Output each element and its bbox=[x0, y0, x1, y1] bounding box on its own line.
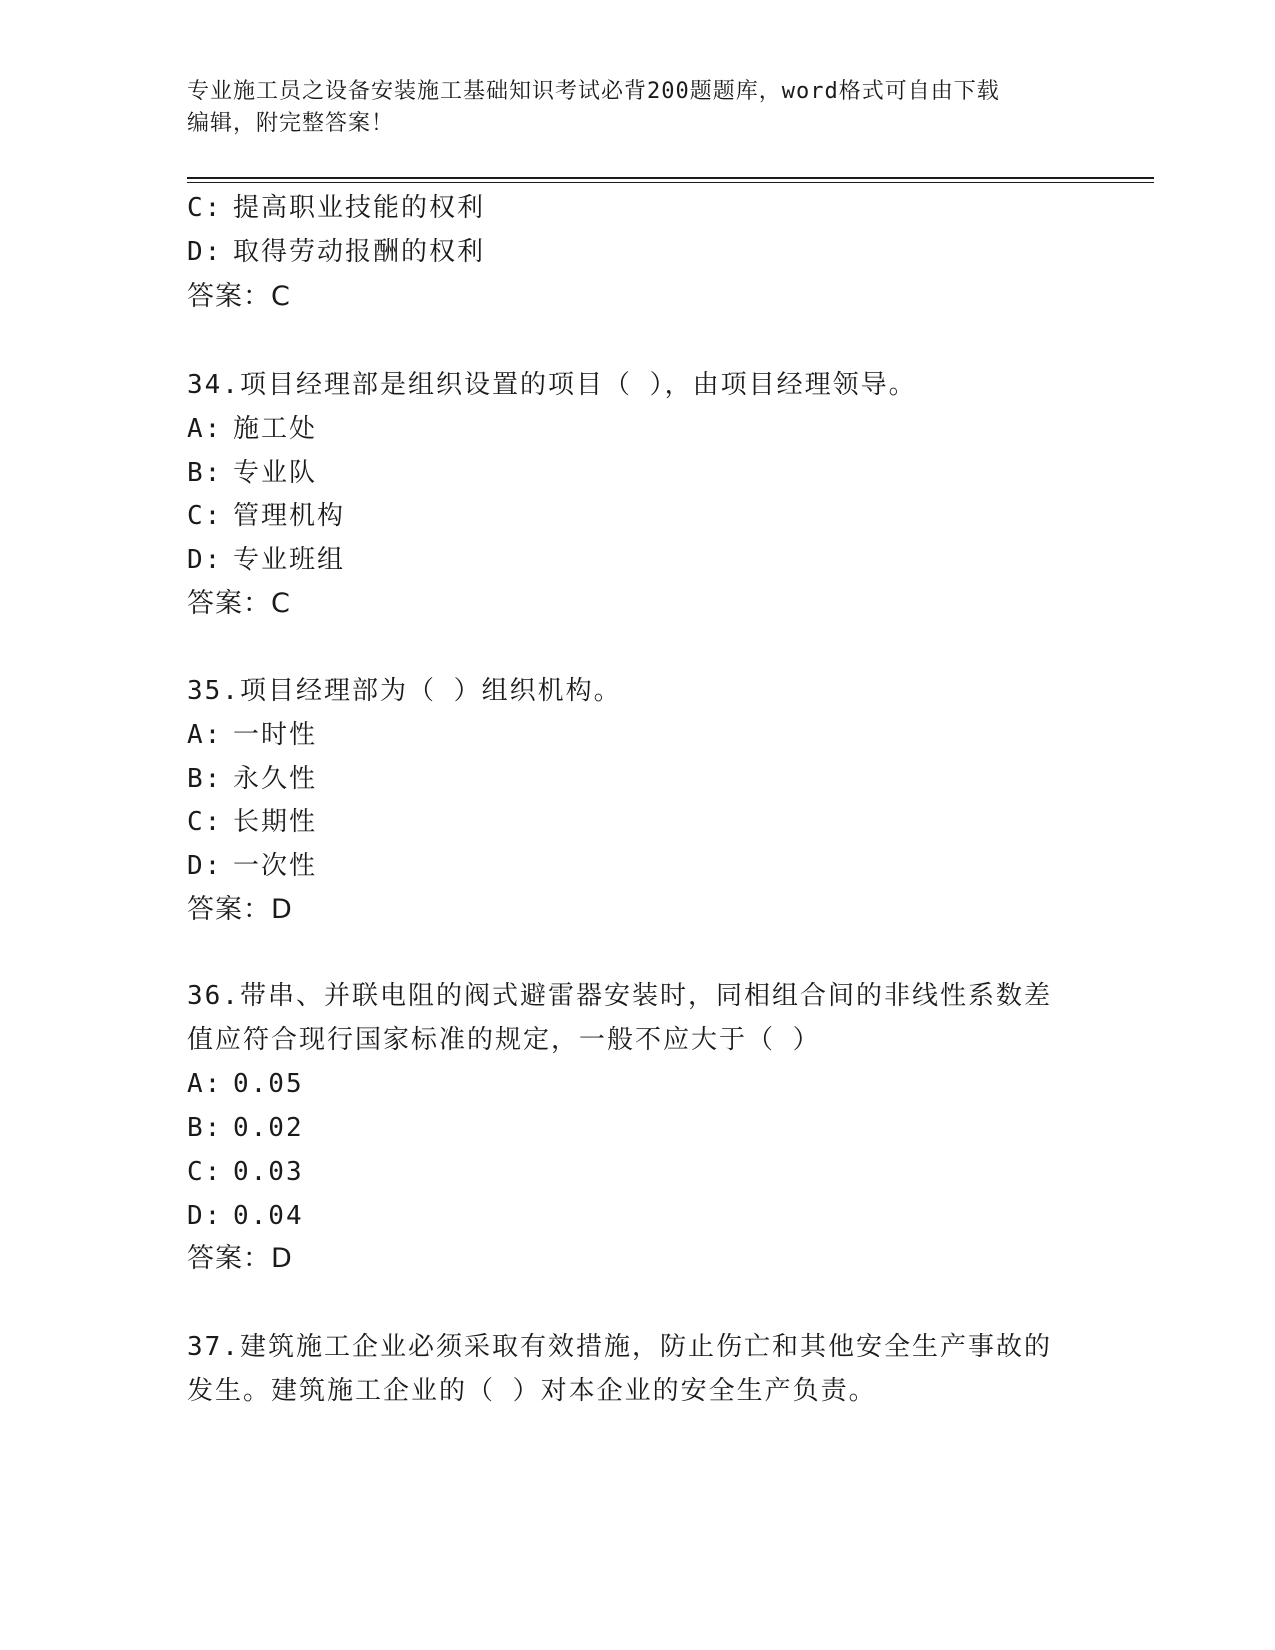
question-stem-line2: 值应符合现行国家标准的规定，一般不应大于（ ） bbox=[187, 1025, 821, 1055]
option-key: D: bbox=[187, 851, 223, 881]
answer-line: 答案：C bbox=[187, 281, 291, 312]
answer-line: 答案：D bbox=[187, 894, 293, 925]
question-stem-line2: 发生。建筑施工企业的（ ）对本企业的安全生产负责。 bbox=[187, 1376, 877, 1406]
option-c bbox=[187, 500, 345, 532]
header-title-line1: 专业施工员之设备安装施工基础知识考试必背200题题库，word格式可自由下载 bbox=[187, 79, 1000, 104]
option-key: C: bbox=[187, 807, 223, 837]
option-text: 管理机构 bbox=[233, 501, 346, 531]
option-key: C: bbox=[187, 193, 223, 223]
option-key: B: bbox=[187, 1113, 223, 1143]
option-c bbox=[187, 192, 485, 224]
document-header bbox=[187, 76, 1067, 140]
option-text: 施工处 bbox=[233, 414, 318, 444]
option-b bbox=[187, 1112, 304, 1144]
option-c bbox=[187, 1156, 304, 1188]
option-key: D: bbox=[187, 545, 223, 575]
option-d bbox=[187, 544, 345, 576]
option-d bbox=[187, 236, 485, 268]
header-title-line2: 编辑，附完整答案！ bbox=[187, 111, 395, 136]
question-stem: 35.项目经理部为（ ）组织机构。 bbox=[187, 676, 622, 706]
header-divider bbox=[187, 177, 1154, 179]
option-key: A: bbox=[187, 1069, 223, 1099]
option-a bbox=[187, 719, 317, 751]
option-text: 0.04 bbox=[233, 1201, 304, 1231]
option-text: 提高职业技能的权利 bbox=[233, 193, 486, 223]
option-key: D: bbox=[187, 1201, 223, 1231]
option-text: 专业队 bbox=[233, 458, 318, 488]
option-text: 专业班组 bbox=[233, 545, 346, 575]
option-text: 0.02 bbox=[233, 1113, 304, 1143]
option-text: 一次性 bbox=[233, 851, 318, 881]
option-a bbox=[187, 1068, 304, 1100]
question-stem-line1: 37.建筑施工企业必须采取有效措施，防止伤亡和其他安全生产事故的 bbox=[187, 1332, 1052, 1362]
option-key: A: bbox=[187, 414, 223, 444]
answer-line: 答案：D bbox=[187, 1243, 293, 1274]
option-key: C: bbox=[187, 501, 223, 531]
option-text: 0.03 bbox=[233, 1157, 304, 1187]
option-text: 0.05 bbox=[233, 1069, 304, 1099]
option-key: D: bbox=[187, 237, 223, 267]
option-key: A: bbox=[187, 720, 223, 750]
option-key: C: bbox=[187, 1157, 223, 1187]
option-d bbox=[187, 850, 317, 882]
question-stem: 34.项目经理部是组织设置的项目（ ），由项目经理领导。 bbox=[187, 370, 917, 400]
option-c bbox=[187, 806, 317, 838]
option-text: 取得劳动报酬的权利 bbox=[233, 237, 486, 267]
option-text: 一时性 bbox=[233, 720, 318, 750]
header-divider-thin bbox=[187, 182, 1154, 183]
option-b bbox=[187, 457, 317, 489]
option-text: 永久性 bbox=[233, 764, 318, 794]
option-key: B: bbox=[187, 458, 223, 488]
option-a bbox=[187, 413, 317, 445]
option-key: B: bbox=[187, 764, 223, 794]
question-stem-line1: 36.带串、并联电阻的阀式避雷器安装时，同相组合间的非线性系数差 bbox=[187, 981, 1052, 1011]
answer-line: 答案：C bbox=[187, 588, 291, 619]
option-b bbox=[187, 763, 317, 795]
option-text: 长期性 bbox=[233, 807, 318, 837]
option-d bbox=[187, 1200, 304, 1232]
